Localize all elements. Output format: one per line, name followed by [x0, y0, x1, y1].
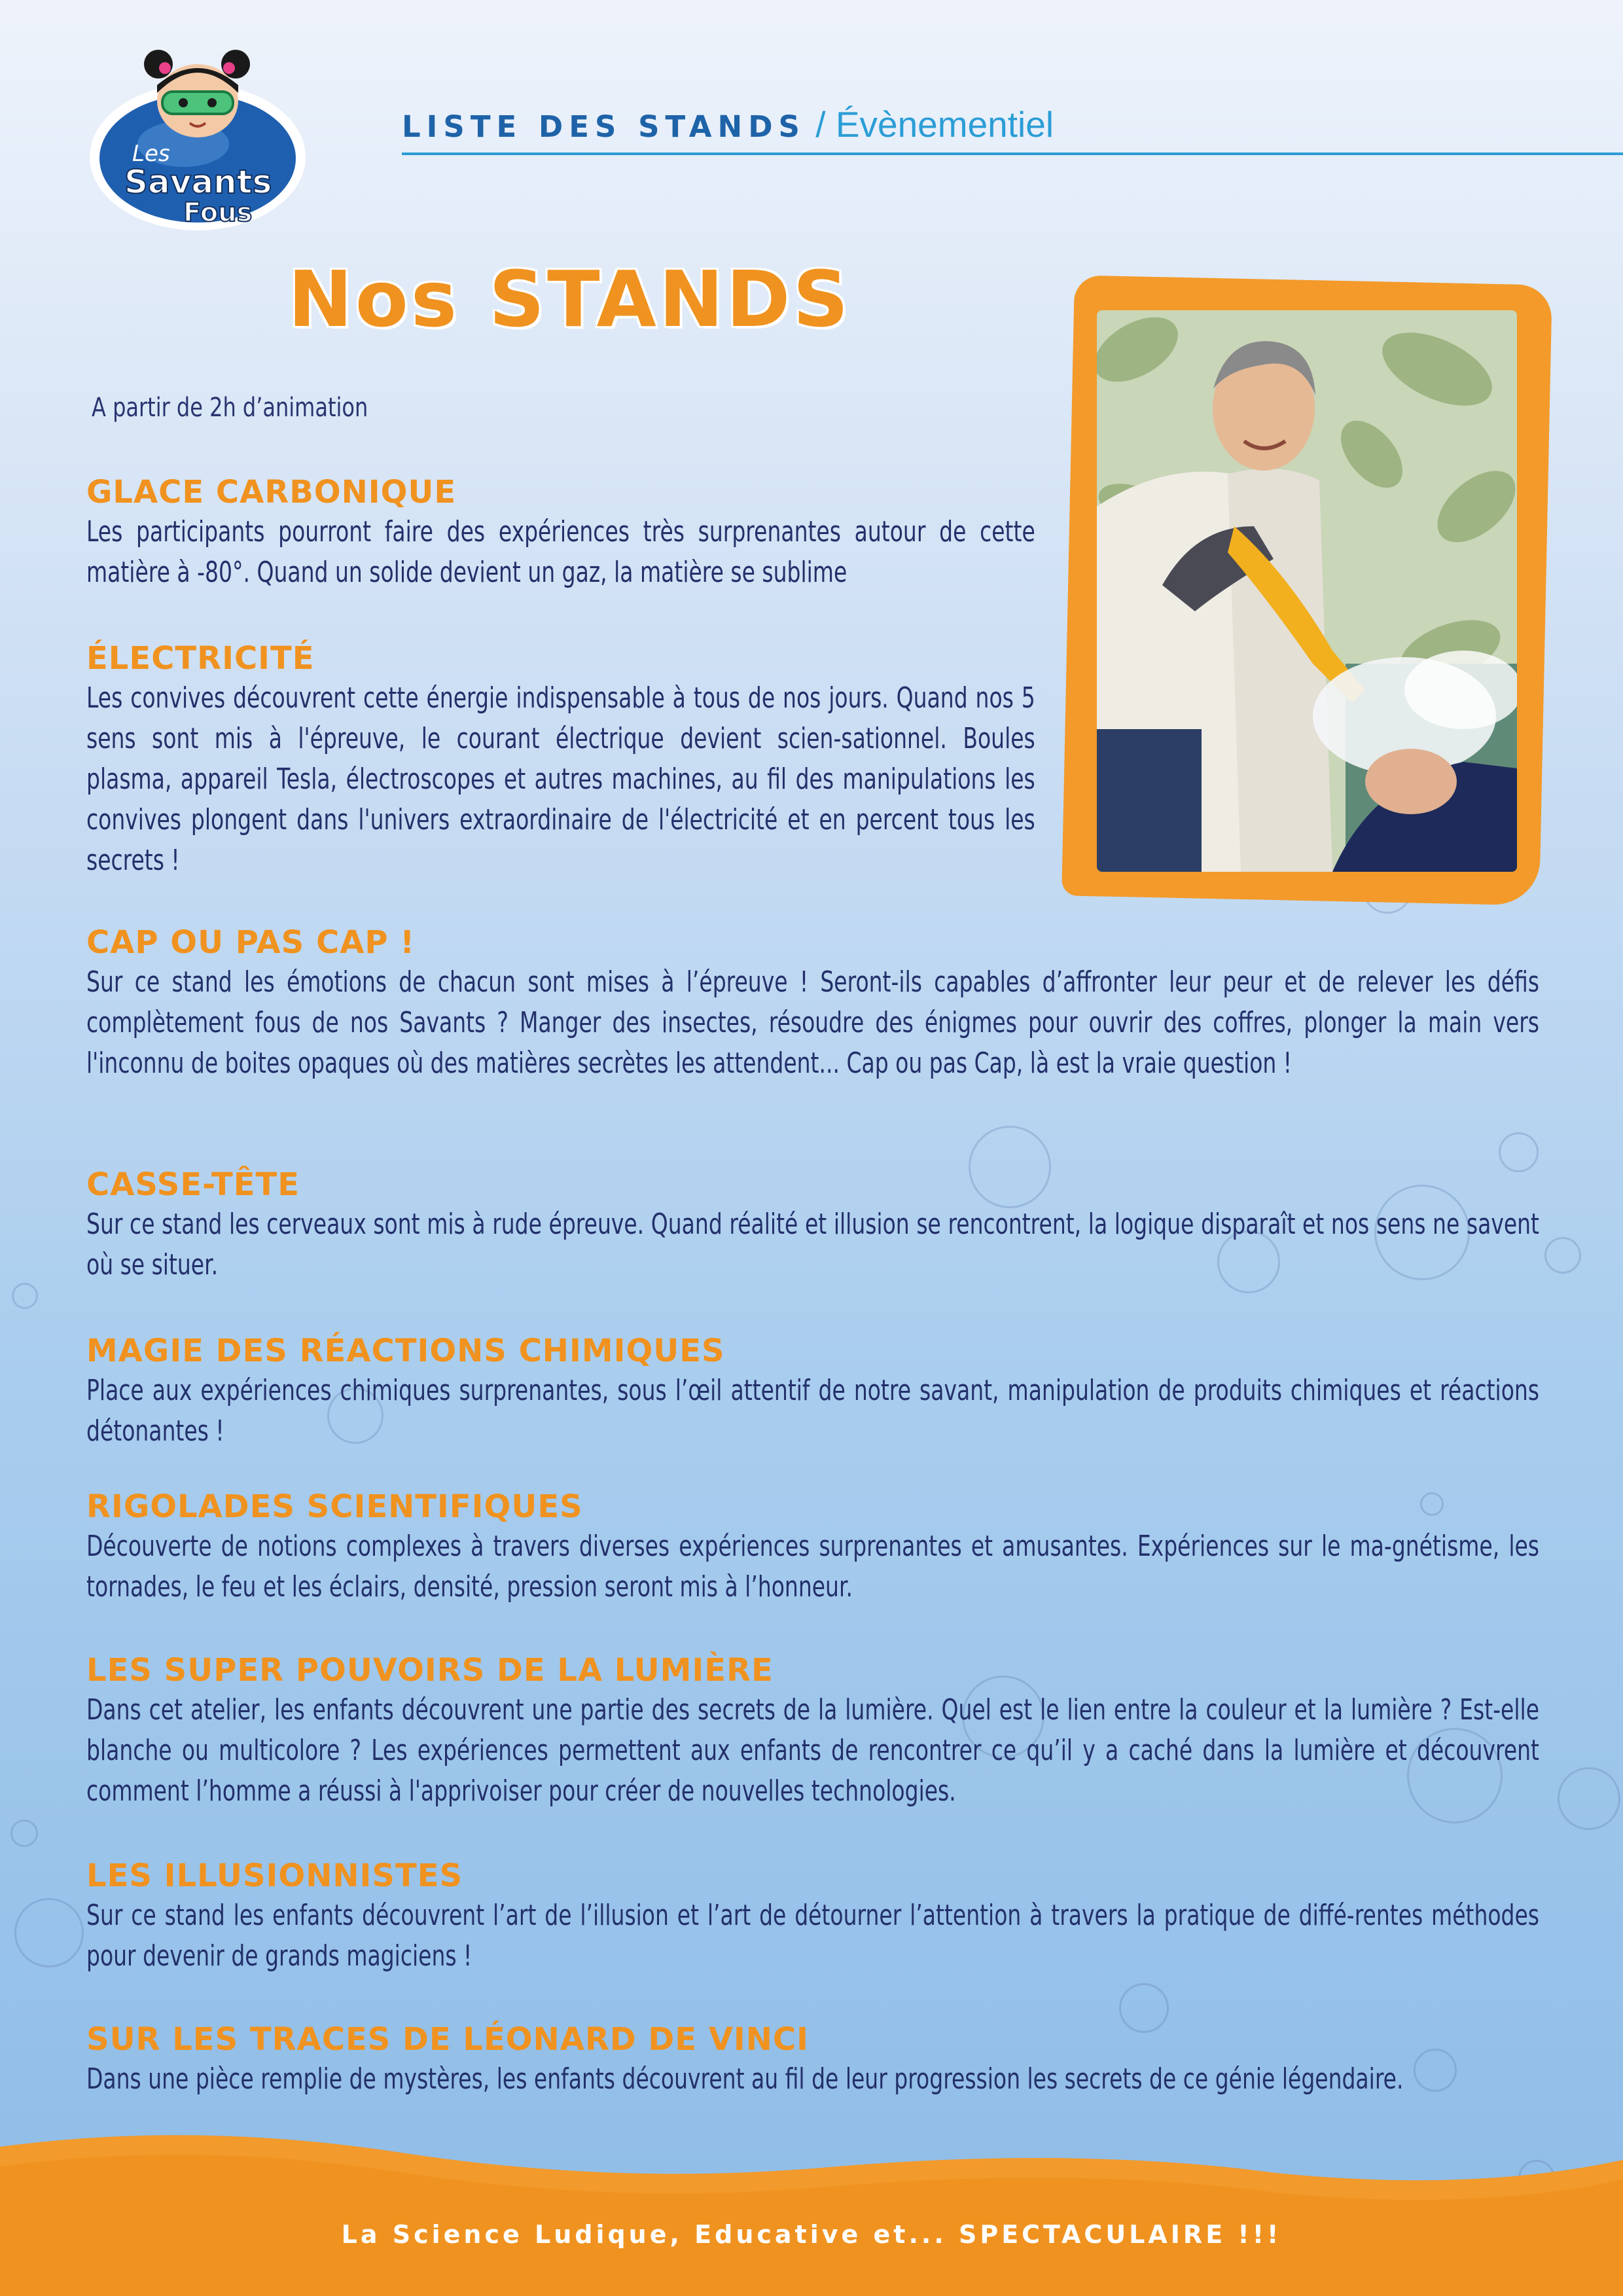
section-rigolades-scientifiques — [86, 1487, 1539, 1607]
section-body: Dans cet atelier, les enfants découvrent une partie des secrets de la lumière. Quel est le lien entre la couleur et la lumière ? Est-elle blanche ou multicolore ? Les expériences permettent aux enfants de rencontrer ce qu’il y a caché dans la lumière et découvrent comment l’homme a réussi à l'apprivoiser pour créer de nouvelles technologies. — [86, 1693, 1539, 1808]
decorative-bubble — [1544, 1237, 1581, 1274]
decorative-bubble — [12, 1283, 38, 1309]
footer-wave — [0, 2121, 1623, 2296]
section-title: GLACE CARBONIQUE — [86, 474, 457, 511]
scientist-photo — [1097, 310, 1517, 872]
section-cap-ou-pas-cap — [86, 923, 1539, 1084]
section-body: Sur ce stand les enfants découvrent l’art de l’illusion et l’art de détourner l’attention à travers la pratique de diffé-rentes méthodes pour devenir de grands magiciens ! — [86, 1899, 1539, 1973]
decorative-bubble — [14, 1898, 84, 1967]
section-illusionnistes — [86, 1856, 1539, 1977]
section-body: Place aux expériences chimiques surprenantes, sous l’œil attentif de notre savant, manipulation de produits chimiques et réactions détonantes ! — [86, 1374, 1539, 1448]
header-title: LISTE DES STANDS — [402, 109, 806, 144]
section-title: RIGOLADES SCIENTIFIQUES — [86, 1488, 583, 1525]
brand-logo-graphic — [85, 46, 308, 236]
section-electricite — [86, 639, 1035, 881]
header-separator: / — [805, 104, 836, 145]
page-title: Nos STANDS — [288, 254, 851, 344]
brand-logo — [85, 46, 308, 236]
section-body: Dans une pièce remplie de mystères, les enfants découvrent au fil de leur progression les secrets de ce génie légendaire. — [86, 2062, 1404, 2096]
section-body: Découverte de notions complexes à travers diverses expériences surprenantes et amusantes. Expériences sur le ma-gnétisme, les tornades, le feu et les éclairs, densité, pression seront mis à l’honneur. — [86, 1530, 1539, 1604]
section-body: Les convives découvrent cette énergie indispensable à tous de nos jours. Quand nos 5 sens sont mis à l'épreuve, le courant électrique devient scien-sationnel. Boules plasma, appareil Tesla, électroscopes et autres machines, au fil des manipulations les convives plongent dans l'univers extraordinaire de l'électricité et en percent tous les secrets ! — [86, 681, 1035, 877]
scientist-photo-illustration — [1097, 310, 1517, 872]
section-title: MAGIE DES RÉACTIONS CHIMIQUES — [86, 1333, 725, 1369]
section-casse-tete — [86, 1165, 1539, 1285]
decorative-bubble — [1558, 1767, 1620, 1830]
section-title: SUR LES TRACES DE LÉONARD DE VINCI — [86, 2021, 809, 2058]
section-body: Sur ce stand les émotions de chacun sont mises à l’épreuve ! Seront-ils capables d’affronter leur peur et de relever les défis complètement fous de nos Savants ? Manger des insectes, résoudre des énigmes pour ouvrir des coffres, plonger la main vers l'inconnu de boites opaques où des matières secrètes les attendent... Cap ou pas Cap, là est la vraie question ! — [86, 965, 1539, 1080]
intro-text: A partir de 2h d’animation — [92, 393, 368, 423]
section-glace-carbonique — [86, 473, 1035, 593]
footer-tagline: La Science Ludique, Educative et... SPECTACULAIRE !!! — [341, 2220, 1282, 2249]
header-divider — [402, 152, 1623, 155]
section-title: CASSE-TÊTE — [86, 1166, 300, 1203]
decorative-bubble — [10, 1820, 38, 1847]
page-header — [402, 103, 1623, 156]
section-leonard-de-vinci — [86, 2020, 1539, 2100]
section-magie-reactions-chimiques — [86, 1331, 1539, 1452]
section-super-pouvoirs-lumiere — [86, 1651, 1539, 1812]
section-title: LES SUPER POUVOIRS DE LA LUMIÈRE — [86, 1652, 774, 1689]
svg-text:Savants: Savants — [124, 163, 272, 201]
section-title: ÉLECTRICITÉ — [86, 640, 315, 677]
section-body: Sur ce stand les cerveaux sont mis à rude épreuve. Quand réalité et illusion se rencontrent, la logique disparaît et nos sens ne savent où se situer. — [86, 1208, 1539, 1282]
section-title: CAP OU PAS CAP ! — [86, 924, 416, 961]
section-title: LES ILLUSIONNISTES — [86, 1857, 463, 1894]
svg-text:Les: Les — [132, 141, 170, 167]
header-subtitle: Évènementiel — [835, 104, 1054, 145]
svg-text:Fous: Fous — [183, 198, 253, 228]
section-body: Les participants pourront faire des expériences très surprenantes autour de cette matière à -80°. Quand un solide devient un gaz, la matière se sublime — [86, 515, 1035, 589]
